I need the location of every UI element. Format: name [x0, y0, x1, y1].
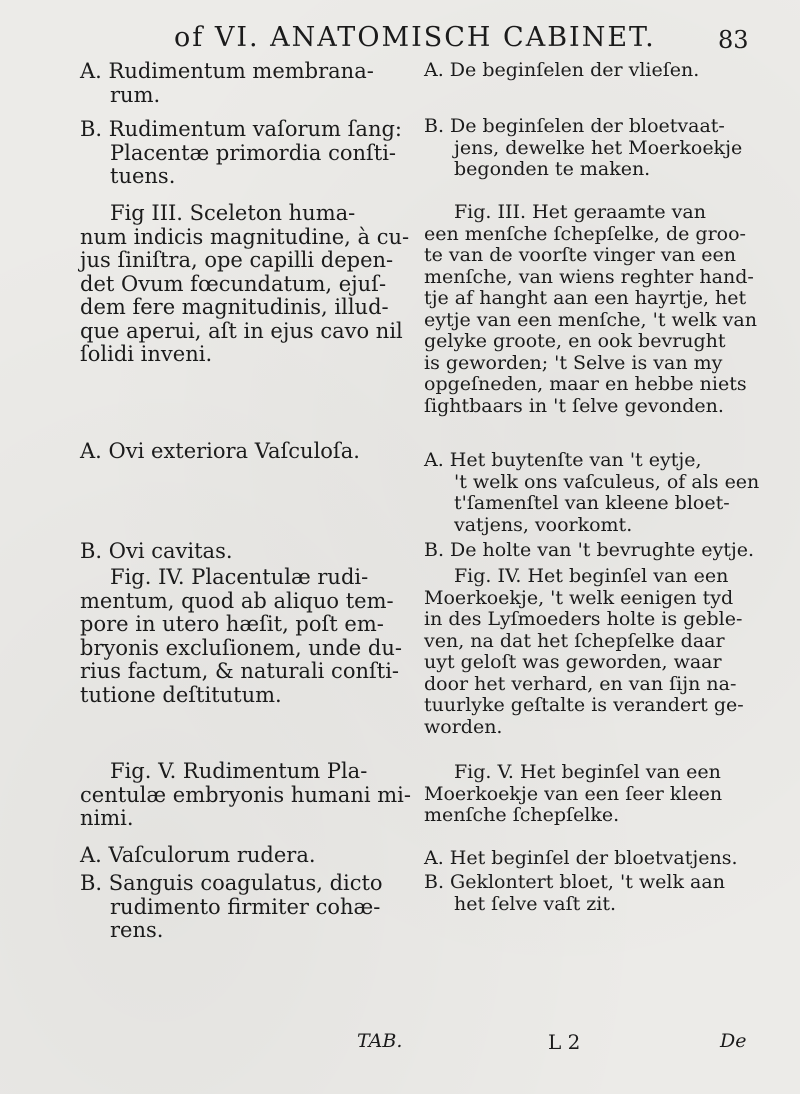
latin-item-a2: A. Ovi exteriora Vaſculoſa.	[80, 439, 360, 463]
running-title: of VI. ANATOMISCH CABINET.	[174, 22, 656, 53]
latin-item-a3: A. Vaſculorum rudera.	[80, 843, 316, 867]
dutch-fig4-caption: Fig. IV. Het beginſel van een Moerkoekje, 't welk eenigen tyd in des Lyſmoeders holte is geble- ven, na dat het ſchepſelke daar uyt geloſt was geworden, waar door het verhard, en van ſijn na- tuurlyke geſtalte is verandert ge- worden.	[424, 565, 744, 738]
latin-item-b2: B. Ovi cavitas.	[80, 539, 233, 563]
page-header	[0, 22, 800, 62]
dutch-item-a3: A. Het beginſel der bloetvatjens.	[424, 847, 738, 869]
page-number: 83	[718, 26, 749, 54]
catchword-left: TAB.	[357, 1030, 403, 1052]
dutch-item-b1: B. De beginſelen der bloetvaat- jens, dewelke het Moerkoekje begonden te maken.	[424, 115, 743, 180]
dutch-item-b2: B. De holte van 't bevrughte eytje.	[424, 539, 755, 561]
latin-item-a1: A. Rudimentum membrana- rum.	[80, 59, 374, 107]
latin-fig3-caption: Fig III. Sceleton huma- num indicis magnitudine, à cu- jus ſiniſtra, ope capilli depen- det Ovum fœcundatum, ejuſ- dem fere magnitudinis, illud- que aperui, aſt in ejus cavo nil ſolidi inveni.	[80, 201, 410, 366]
signature-mark: L 2	[548, 1030, 581, 1054]
catchword-right: De	[720, 1030, 747, 1052]
dutch-fig5-caption: Fig. V. Het beginſel van een Moerkoekje van een ſeer kleen menſche ſchepſelke.	[424, 761, 723, 826]
latin-fig4-caption: Fig. IV. Placentulæ rudi- mentum, quod ab aliquo tem- pore in utero hæſit, poſt em- bryonis excluſionem, unde du- rius factum, & naturali conſti- tutione deſtitutum.	[80, 565, 402, 707]
latin-item-b3: B. Sanguis coagulatus, dicto rudimento firmiter cohæ- rens.	[80, 871, 383, 942]
dutch-item-a2: A. Het buytenſte van 't eytje, 't welk ons vaſculeus, of als een t'ſamenſtel van kleene bloet- vatjens, voorkomt.	[424, 449, 760, 536]
latin-fig5-caption: Fig. V. Rudimentum Pla- centulæ embryonis humani mi- nimi.	[80, 759, 411, 830]
dutch-item-b3: B. Geklontert bloet, 't welk aan het ſelve vaſt zit.	[424, 871, 725, 915]
page-footer	[0, 1030, 800, 1060]
dutch-item-a1: A. De beginſelen der vlieſen.	[424, 59, 700, 81]
latin-item-b1: B. Rudimentum vaſorum ſang: Placentæ primordia conſti- tuens.	[80, 117, 402, 188]
dutch-fig3-caption: Fig. III. Het geraamte van een menſche ſchepſelke, de groo- te van de voorſte vinger van een menſche, van wiens reghter hand- tje af hanght aan een hayrtje, het eytje van een menſche, 't welk van gelyke groote, en ook bevrught is geworden; 't Selve is van my opgeſneden, maar en hebbe niets ſightbaars in 't ſelve gevonden.	[424, 201, 757, 417]
